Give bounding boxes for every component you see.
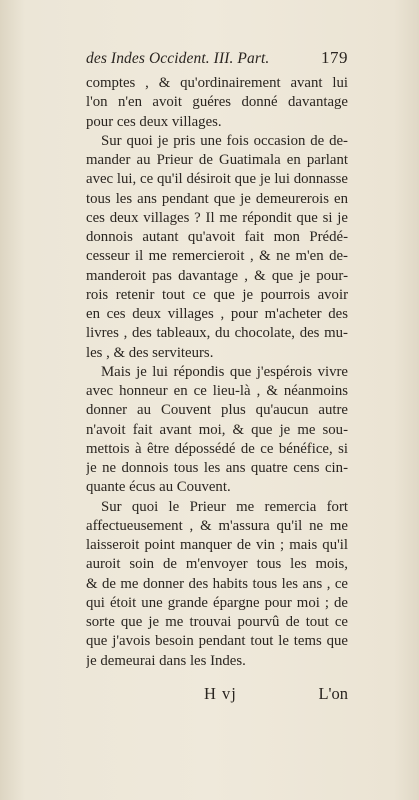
text-line: rois retenir tout ce que je pourrois avoir (86, 286, 348, 303)
paragraph (86, 74, 348, 132)
text-line: l'on n'en avoit guéres donné davantage (86, 94, 348, 111)
text-line: quante écus au Couvent. (86, 479, 231, 496)
text-line: n'avoit fait avant moi, & que je me sou- (86, 421, 348, 438)
text-line: cesseur il me remercieroit , & ne m'en de- (86, 248, 348, 265)
text-line: laisseroit point manquer de vin ; mais qu'il (86, 537, 348, 553)
running-head: des Indes Occident. III. Part. (86, 50, 270, 67)
body-text (86, 74, 348, 671)
paragraph (86, 498, 348, 671)
text-line: & de me donner des habits tous les ans , ce (86, 575, 348, 592)
text-line: donner au Couvent plus qu'aucun autre (86, 402, 348, 419)
text-line: que j'avois besoin pendant tout le tems que (86, 633, 348, 650)
text-line: Sur quoi je pris une fois occasion de de- (101, 132, 348, 149)
text-line: ces deux villages ? Il me répondit que si je (86, 209, 348, 226)
text-line: manderoit pas davantage , & que je pour- (86, 267, 348, 284)
text-line: Sur quoi le Prieur me remercia fort (101, 498, 348, 515)
text-line: je ne donnois tous les ans quatre cens cin- (86, 460, 348, 476)
text-line: sorte que je me trouvai pourvû de tout ce (86, 614, 348, 630)
text-line: les , & des serviteurs. (86, 344, 214, 361)
text-line: tous les ans pendant que je demeurerois en (86, 190, 348, 207)
text-line: en ces deux villages , pour m'acheter des (86, 306, 348, 322)
page-header (86, 48, 348, 72)
text-line: avec honneur en ce lieu-là , & néanmoins (86, 383, 348, 399)
page-number: 179 (321, 48, 348, 67)
paragraph (86, 363, 348, 498)
text-line: donnois autant qu'avoit fait mon Prédé- (86, 229, 348, 245)
text-line: qui étoit une grande épargne pour moi ; de (86, 594, 348, 611)
text-line: pour ces deux villages. (86, 113, 222, 130)
text-line: livres , des tableaux, du chocolate, des mu- (86, 325, 348, 342)
text-line: Mais je lui répondis que j'espérois vivre (101, 363, 348, 380)
page-footer (86, 684, 348, 706)
paragraph (86, 132, 348, 363)
text-line: je demeurai dans les Indes. (86, 652, 246, 669)
text-line: comptes , & qu'ordinairement avant lui (86, 75, 348, 91)
text-line: avec lui, ce qu'il désiroit que je lui donnasse (86, 171, 348, 188)
text-line: affectueusement , & m'assura qu'il ne me (86, 517, 348, 534)
text-line: mettois à être dépossédé de ce bénéfice, si (86, 440, 348, 457)
catchword: L'on (318, 684, 348, 703)
signature-mark: H vj (204, 684, 237, 703)
text-line: mander au Prieur de Guatimala en parlant (86, 152, 348, 168)
text-line: auroit soin de m'envoyer tous les mois, (86, 556, 348, 573)
